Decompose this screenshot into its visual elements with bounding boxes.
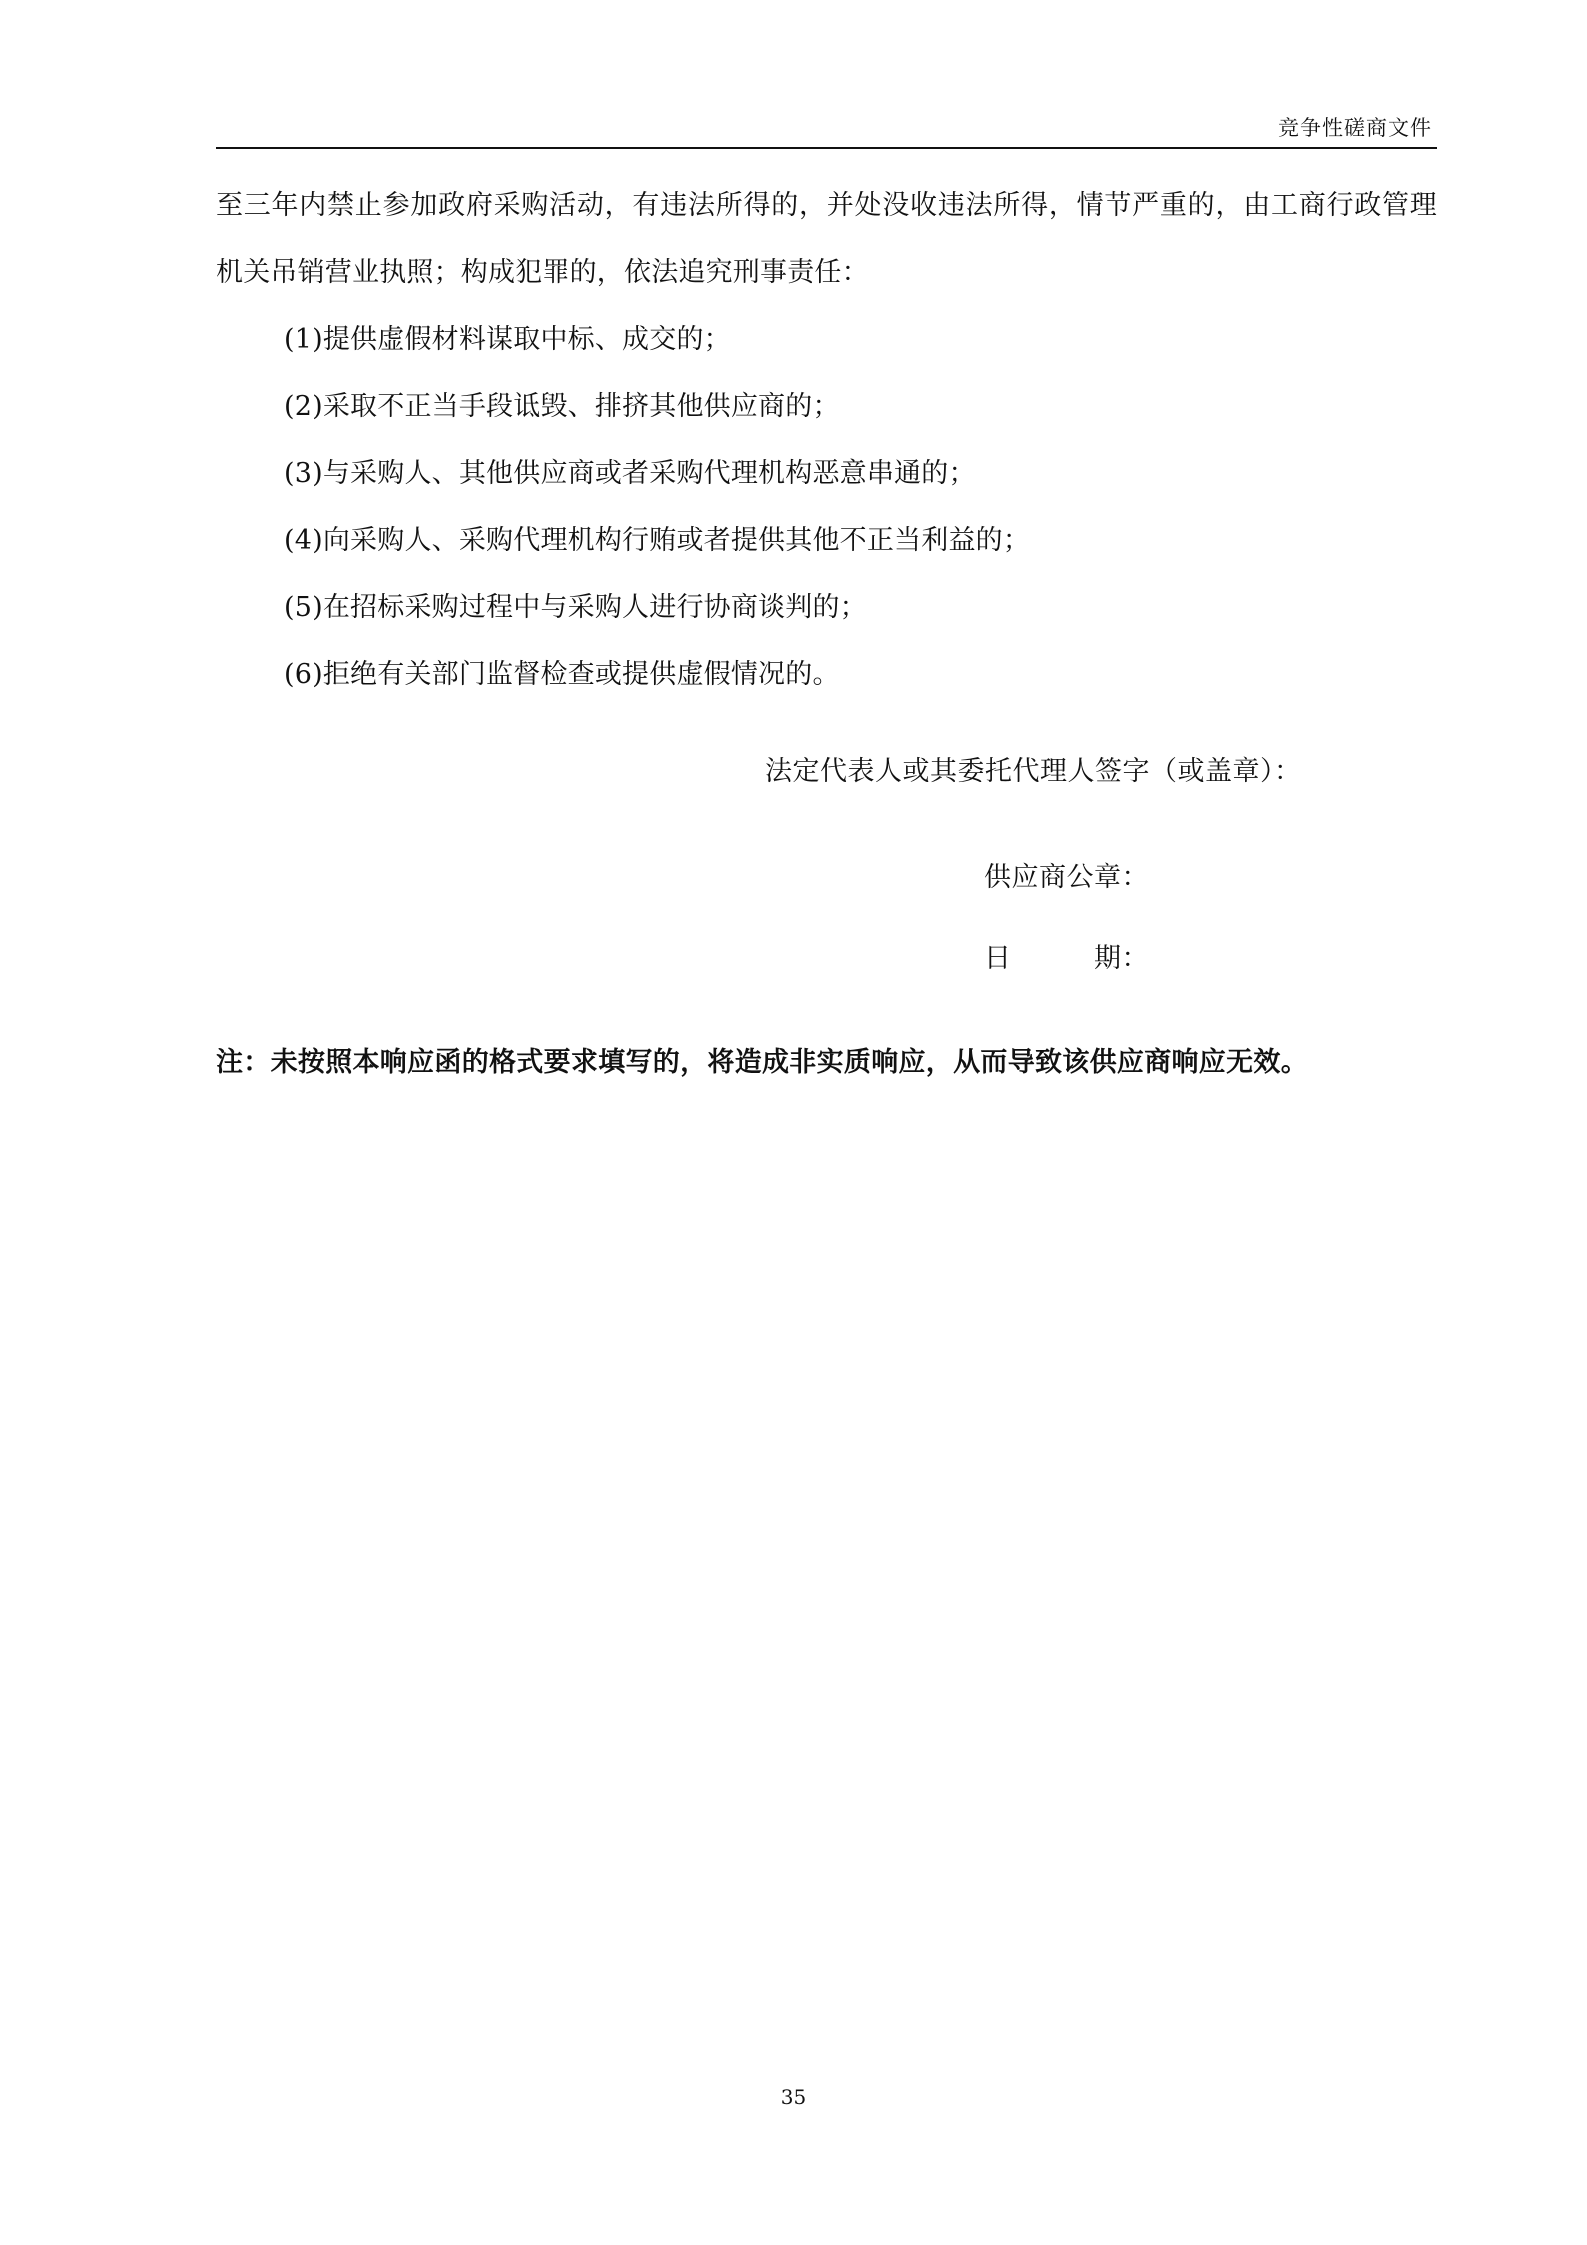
header-divider <box>216 147 1437 149</box>
list-item-1: (1)提供虚假材料谋取中标、成交的； <box>284 324 731 355</box>
document-header-title: 竞争性磋商文件 <box>1278 116 1432 140</box>
date-line: 日 期： <box>984 943 1149 974</box>
list-item-2: (2)采取不正当手段诋毁、排挤其他供应商的； <box>284 391 840 422</box>
list-item-4: (4)向采购人、采购代理机构行贿或者提供其他不正当利益的； <box>284 525 1031 556</box>
intro-paragraph: 至三年内禁止参加政府采购活动，有违法所得的，并处没收违法所得，情节严重的，由工商行政管理机关吊销营业执照；构成犯罪的，依法追究刑事责任： <box>216 190 1437 288</box>
list-item-5: (5)在招标采购过程中与采购人进行协商谈判的； <box>284 592 867 623</box>
list-item-3: (3)与采购人、其他供应商或者采购代理机构恶意串通的； <box>284 458 976 489</box>
document-body <box>216 172 1437 708</box>
list-item-6: (6)拒绝有关部门监督检查或提供虚假情况的。 <box>284 659 840 690</box>
supplier-seal-line: 供应商公章： <box>984 862 1149 893</box>
legal-representative-signature-line: 法定代表人或其委托代理人签字（或盖章）： <box>765 756 1302 787</box>
page-number: 35 <box>780 2085 807 2109</box>
format-note: 注：未按照本响应函的格式要求填写的，将造成非实质响应，从而导致该供应商响应无效。 <box>216 1047 1308 1078</box>
